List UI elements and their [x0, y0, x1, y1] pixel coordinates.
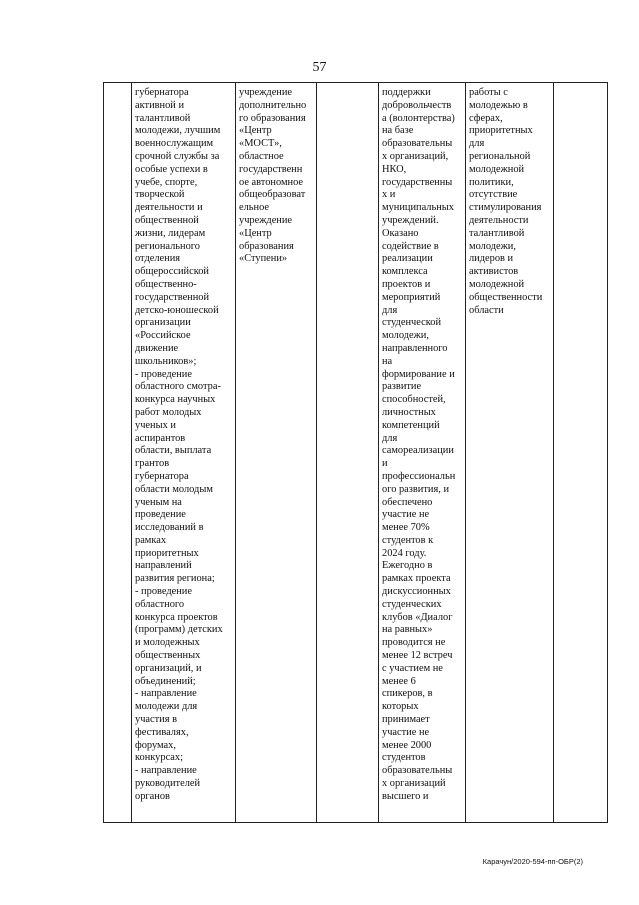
column-divider	[553, 83, 554, 822]
cell-consequences: работы с молодежью в сферах, приоритетных для региональной молодежной политики, отсутствие стимулирования деятельности талантливой молодежи, лидеров и активистов молодежной общественности области	[469, 87, 543, 316]
column-divider	[316, 83, 317, 822]
column-divider	[465, 83, 466, 822]
cell-executors: учреждение дополнительно го образования «Центр «МОСТ», областное государственн ое автономное общеобразоват ельное учреждение «Центр образования «Ступени»	[239, 87, 307, 265]
column-divider	[378, 83, 379, 822]
cell-measures: губернатора активной и талантливой молодежи, лучшим военнослужащим срочной службы за особые успехи в учебе, спорте, творческой деятельности и общественной жизни, лидерам регионального отделения общероссийской общественно- государственной детско-юношеской организации «Российское движение школьников»; - проведение областного смотра- конкурса научных работ молодых ученых и аспирантов области, выплата грантов губернатора области молодым ученым на проведение исследований в рамках приоритетных направлений развития региона; - проведение областного конкурса проектов (программ) детских и молодежных общественных организаций, и объединений; - направление молодежи для участия в фестивалях, форумах, конкурсах; - направление руководителей органов	[135, 87, 223, 802]
column-divider	[131, 83, 132, 822]
page-number: 57	[312, 60, 327, 75]
content-table	[103, 82, 608, 823]
footer-document-code: Карачун/2020-594-пп-ОБР(2)	[482, 857, 583, 866]
column-divider	[235, 83, 236, 822]
cell-expected-results: поддержки добровольчеств а (волонтерства) на базе образовательны х организаций, НКО, государственны х и муниципальных учреждений. Оказано содействие в реализации комплекса проектов и мероприятий для студенческой молодежи, направленного на формирование и развитие способностей, личностных компетенций для самореализации и профессиональн ого развития, и обеспечено участие не менее 70% студентов к 2024 году. Ежегодно в рамках проекта дискуссионных студенческих клубов «Диалог на равных» проводится не менее 12 встреч с участием не менее 6 спикеров, в которых принимает участие не менее 2000 студентов образовательны х организаций высшего и	[382, 87, 456, 802]
